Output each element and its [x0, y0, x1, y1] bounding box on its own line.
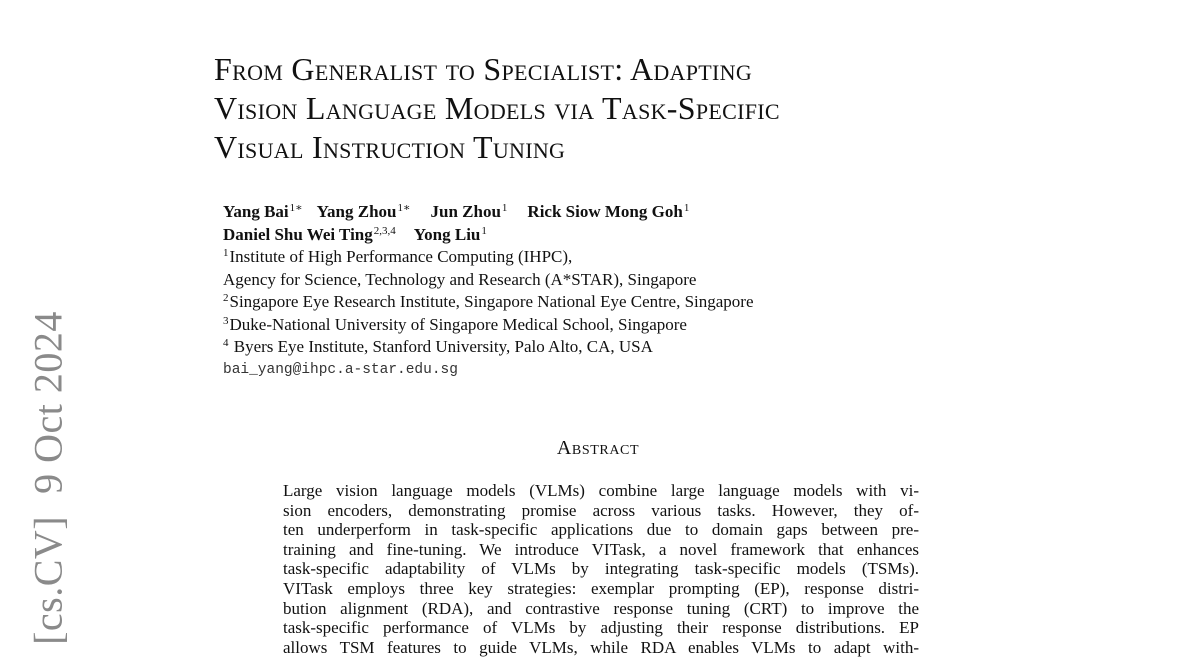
author [317, 200, 411, 223]
arxiv-date: 9 Oct 2024 [25, 311, 71, 494]
author-mark: 1 [501, 202, 508, 214]
author-line [223, 200, 943, 223]
author-name: Daniel Shu Wei Ting [223, 225, 373, 244]
abstract-line: ten underperform in task-specific applications due to domain gaps between pre- [283, 520, 919, 540]
affiliation-mark: 1 [223, 247, 229, 259]
affiliation-text: Singapore Eye Research Institute, Singapore National Eye Centre, Singapore [229, 292, 754, 311]
author-name: Yong Liu [413, 225, 481, 244]
paper-title [214, 50, 954, 167]
affiliation-text: Institute of High Performance Computing (IHPC), [229, 247, 573, 266]
abstract-line: sion encoders, demonstrating promise across various tasks. However, they of- [283, 500, 919, 520]
author [223, 223, 396, 246]
abstract-heading-text: Abstract [556, 437, 640, 459]
affiliation [223, 246, 943, 269]
author-mark: 1∗ [397, 202, 411, 214]
contact-email[interactable]: bai_yang@ihpc.a-star.edu.sg [223, 361, 458, 378]
author-name: Yang Zhou [316, 202, 397, 221]
author-line [223, 223, 943, 246]
affiliation-mark: 3 [223, 314, 229, 327]
title-line: Vision Language Models via Task-Specific [214, 90, 780, 126]
author-mark: 1 [481, 225, 487, 237]
author [414, 223, 487, 246]
affiliation [223, 314, 943, 337]
author [431, 200, 508, 223]
affiliation-text: Duke-National University of Singapore Medical School, Singapore [229, 314, 687, 334]
author-mark: 1∗ [289, 202, 303, 214]
abstract-line: Large vision language models (VLMs) combine large language models with vi- [283, 481, 919, 500]
abstract-line: task-specific adaptability of VLMs by integrating task-specific models (TSMs). [283, 559, 919, 579]
affiliation-text: Agency for Science, Technology and Research (A*STAR), Singapore [223, 269, 697, 289]
author [223, 200, 303, 223]
abstract-line: training and fine-tuning. We introduce VITask, a novel framework that enhances [283, 539, 919, 559]
author-name: Jun Zhou [430, 202, 501, 221]
arxiv-side-stamp [25, 311, 72, 645]
affiliation [223, 336, 943, 359]
affiliation [223, 269, 943, 292]
author-mark: 2,3,4 [373, 225, 396, 237]
affiliation-mark: 4 [223, 337, 229, 349]
title-line: Visual Instruction Tuning [214, 129, 566, 165]
abstract-line: bution alignment (RDA), and contrastive response tuning (CRT) to improve the [283, 598, 919, 618]
affiliation-mark: 2 [223, 292, 229, 304]
author-name: Yang Bai [223, 202, 289, 221]
author [527, 200, 689, 223]
affiliation-text: Byers Eye Institute, Stanford University, Palo Alto, CA, USA [229, 337, 653, 356]
abstract-line: task-specific performance of VLMs by adjusting their response distributions. EP [283, 618, 919, 638]
abstract-line: allows TSM features to guide VLMs, while RDA enables VLMs to adapt with- [283, 637, 919, 657]
abstract-line: VITask employs three key strategies: exemplar prompting (EP), response distri- [283, 578, 919, 598]
abstract-body [283, 481, 919, 657]
author-mark: 1 [683, 202, 690, 214]
abstract-heading [0, 434, 1200, 461]
author-block [223, 200, 943, 381]
title-line: From Generalist to Specialist: Adapting [214, 51, 753, 87]
author-name: Rick Siow Mong Goh [527, 202, 683, 221]
affiliation [223, 291, 943, 314]
arxiv-category: [cs.CV] [25, 515, 71, 645]
